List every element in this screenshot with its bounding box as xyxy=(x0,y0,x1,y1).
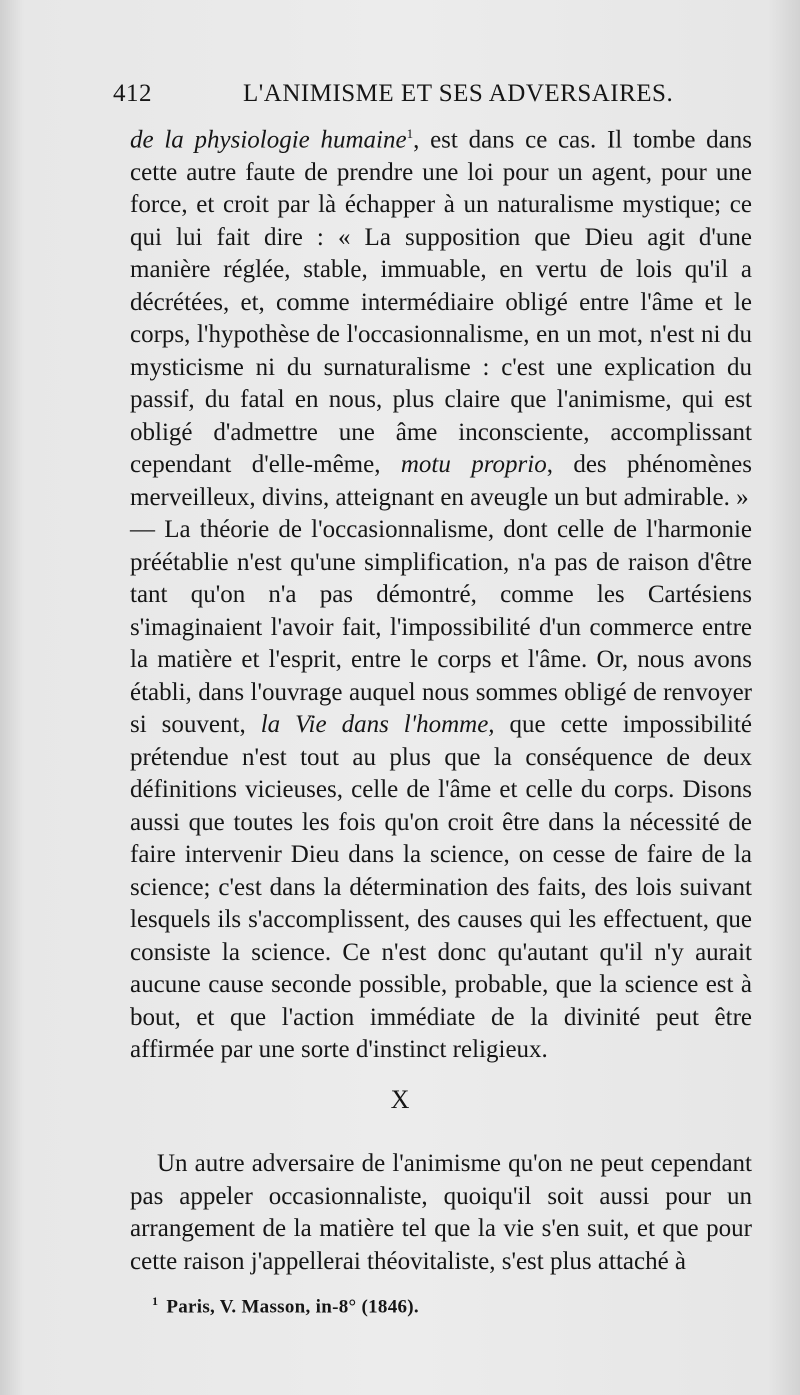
paragraph-1 xyxy=(130,118,752,514)
footnote xyxy=(152,1294,419,1318)
italic-title: de la physiologie humaine xyxy=(130,126,407,154)
paragraph-2-text-b: que cette impossibilité prétendue n'est tout au plus que la conséquence de deux définitions vicieuses, celle de l'âme et celle du corps. Disons aussi que toutes les fois qu'on croit être dans la nécessité de faire intervenir Dieu dans la science, on cesse de faire de la science; c'est dans la détermination des faits, des lois suivant lesquels ils s'accomplissent, des causes qui les effectuent, que consiste la science. Ce n'est donc qu'autant qu'il n'y aurait aucune cause seconde possible, probable, que la science est à bout, et que l'action immédiate de la divinité peut être affirmée par une sorte d'instinct religieux. xyxy=(130,711,752,1064)
section-heading: X xyxy=(390,1085,410,1114)
paragraph-1-text-b: , des phénomènes merveilleux, divins, atteignant en aveugle un but admirable. » xyxy=(130,451,752,511)
section-paragraph: Un autre adversaire de l'animisme qu'on ne peut cependant pas appeler occasionnaliste, quoiqu'il soit aussi pour un arrangement de la matière tel que la vie s'en suit, et que pour cette raison j'appellerai théovitaliste, s'est plus attaché à xyxy=(130,1150,752,1275)
italic-book-title: la Vie dans l'homme, xyxy=(260,711,495,739)
page-number: 412 xyxy=(113,80,152,107)
footnote-mark: 1 xyxy=(152,1294,159,1308)
running-head: L'ANIMISME ET SES ADVERSAIRES. xyxy=(243,80,674,107)
footnote-reference: 1 xyxy=(406,126,414,141)
paragraph-2 xyxy=(130,514,752,1067)
footnote-text: Paris, V. Masson, in-8° (1846). xyxy=(166,1296,419,1318)
paragraph-2-text-a: — La théorie de l'occasionnalisme, dont celle de l'harmonie préétablie n'est qu'une simplification, n'a pas de raison d'être tant qu'on n'a pas démontré, comme les Cartésiens s'imaginaient l'avoir fait, l'impossibilité d'un commerce entre la matière et l'esprit, entre le corps et l'âme. Or, nous avons établi, dans l'ouvrage auquel nous sommes obligé de renvoyer si souvent, xyxy=(130,516,752,739)
page-header xyxy=(113,80,674,120)
italic-phrase: motu proprio xyxy=(400,451,547,479)
paragraph-1-text-a: , est dans ce cas. Il tombe dans cette autre faute de prendre une loi pour un agent, pour une force, et croit par là échapper à un naturalisme mystique; ce qui lui fait dire : « La supposition que Dieu agit d'une manière réglée, stable, immuable, en vertu de lois qu'il a décrétées, et, comme intermédiaire obligé entre l'âme et le corps, l'hypothèse de l'occasionnalisme, en un mot, n'est ni du mysticisme ni du surnaturalisme : c'est une explication du passif, du fatal en nous, plus claire que l'animisme, qui est obligé d'admettre une âme inconsciente, accomplissant cependant d'elle-même, xyxy=(130,126,752,479)
main-text xyxy=(130,118,752,1067)
